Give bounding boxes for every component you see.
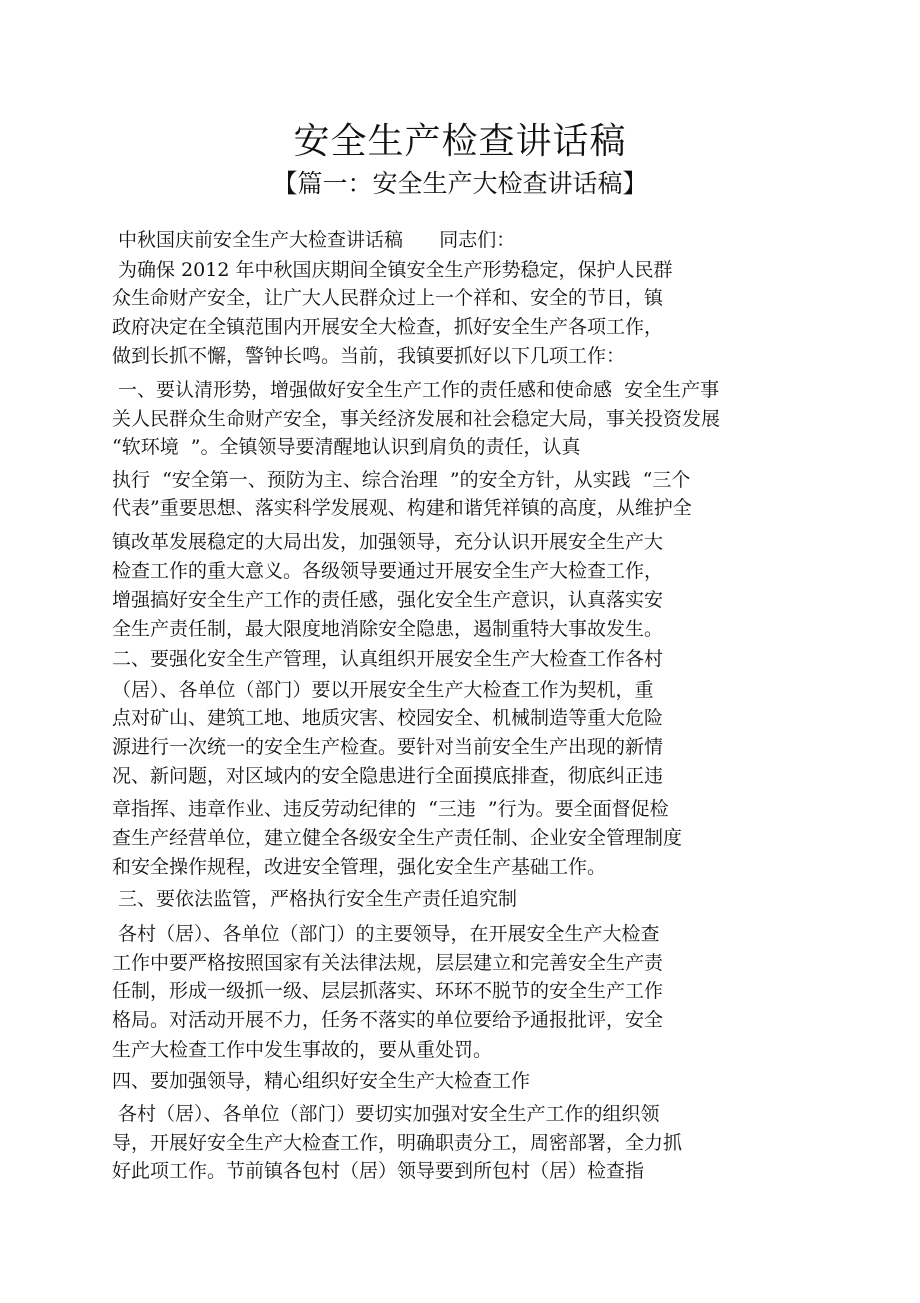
body-line: 况、新问题，对区域内的安全隐患进行全面摸底排查，彻底纠正违 — [112, 765, 664, 787]
body-line: （居）、各单位（部门）要以开展安全生产大检查工作为契机，重 — [112, 679, 654, 701]
body-line: 为确保 2012 年中秋国庆期间全镇安全生产形势稳定，保护人民群 — [112, 259, 673, 281]
document-title: 安全生产检查讲话稿 — [293, 121, 627, 162]
body-line: “软环境 ”。全镇领导要清醒地认识到肩负的责任，认真 — [112, 436, 581, 458]
body-line: 中秋国庆前安全生产大检查讲话稿 同志们： — [112, 229, 516, 251]
body-line: 镇改革发展稳定的大局出发，加强领导，充分认识开展安全生产大 — [112, 531, 664, 553]
body-line: 各村（居）、各单位（部门）要切实加强对安全生产工作的组织领 — [112, 1103, 660, 1125]
body-line: 代表”重要思想、落实科学发展观、构建和谐凭祥镇的高度，从维护全 — [112, 497, 692, 519]
body-line: 众生命财产安全，让广大人民群众过上一个祥和、安全的节日，镇 — [112, 287, 664, 309]
body-line: 全生产责任制，最大限度地消除安全隐患，遏制重特大事故发生。 — [112, 618, 664, 640]
body-line: 任制，形成一级抓一级、层层抓落实、环环不脱节的安全生产工作 — [112, 980, 664, 1002]
body-line: 四、要加强领导，精心组织好安全生产大检查工作 — [112, 1070, 531, 1092]
body-line: 检查工作的重大意义。各级领导要通过开展安全生产大检查工作， — [112, 560, 664, 582]
body-line: 二、要强化安全生产管理，认真组织开展安全生产大检查工作各村 — [112, 648, 664, 670]
body-line: 做到长抓不懈，警钟长鸣。当前，我镇要抓好以下几项工作： — [112, 345, 626, 367]
body-line: 生产大检查工作中发生事故的，要从重处罚。 — [112, 1039, 493, 1061]
body-line: 各村（居）、各单位（部门）的主要领导，在开展安全生产大检查 — [112, 923, 660, 945]
body-line: 点对矿山、建筑工地、地质灾害、校园安全、机械制造等重大危险 — [112, 707, 664, 729]
body-line: 增强搞好安全生产工作的责任感，强化安全生产意识，认真落实安 — [112, 589, 664, 611]
body-line: 政府决定在全镇范围内开展安全大检查，抓好安全生产各项工作， — [112, 316, 664, 338]
body-line: 格局。对活动开展不力，任务不落实的单位要给予通报批评，安全 — [112, 1009, 664, 1031]
body-line: 一、要认清形势，增强做好安全生产工作的责任感和使命感 安全生产事 — [112, 379, 720, 401]
body-line: 三、要依法监管，严格执行安全生产责任追究制 — [112, 888, 518, 910]
body-line: 关人民群众生命财产安全，事关经济发展和社会稳定大局，事关投资发展 — [112, 408, 721, 430]
body-line: 章指挥、违章作业、违反劳动纪律的 “三违 ”行为。要全面督促检 — [112, 798, 669, 820]
body-line: 查生产经营单位，建立健全各级安全生产责任制、企业安全管理制度 — [112, 827, 683, 849]
document-subtitle: 【篇一：安全生产大检查讲话稿】 — [272, 169, 648, 198]
body-line: 和安全操作规程，改进安全管理，强化安全生产基础工作。 — [112, 856, 607, 878]
body-line: 好此项工作。节前镇各包村（居）领导要到所包村（居）检查指 — [112, 1160, 645, 1182]
body-line: 源进行一次统一的安全生产检查。要针对当前安全生产出现的新情 — [112, 736, 664, 758]
body-line: 导，开展好安全生产大检查工作，明确职责分工，周密部署，全力抓 — [112, 1132, 683, 1154]
body-line: 执行 “安全第一、预防为主、综合治理 ”的安全方针，从实践 “三个 — [112, 469, 691, 491]
body-line: 工作中要严格按照国家有关法律法规，层层建立和完善安全生产责 — [112, 952, 664, 974]
